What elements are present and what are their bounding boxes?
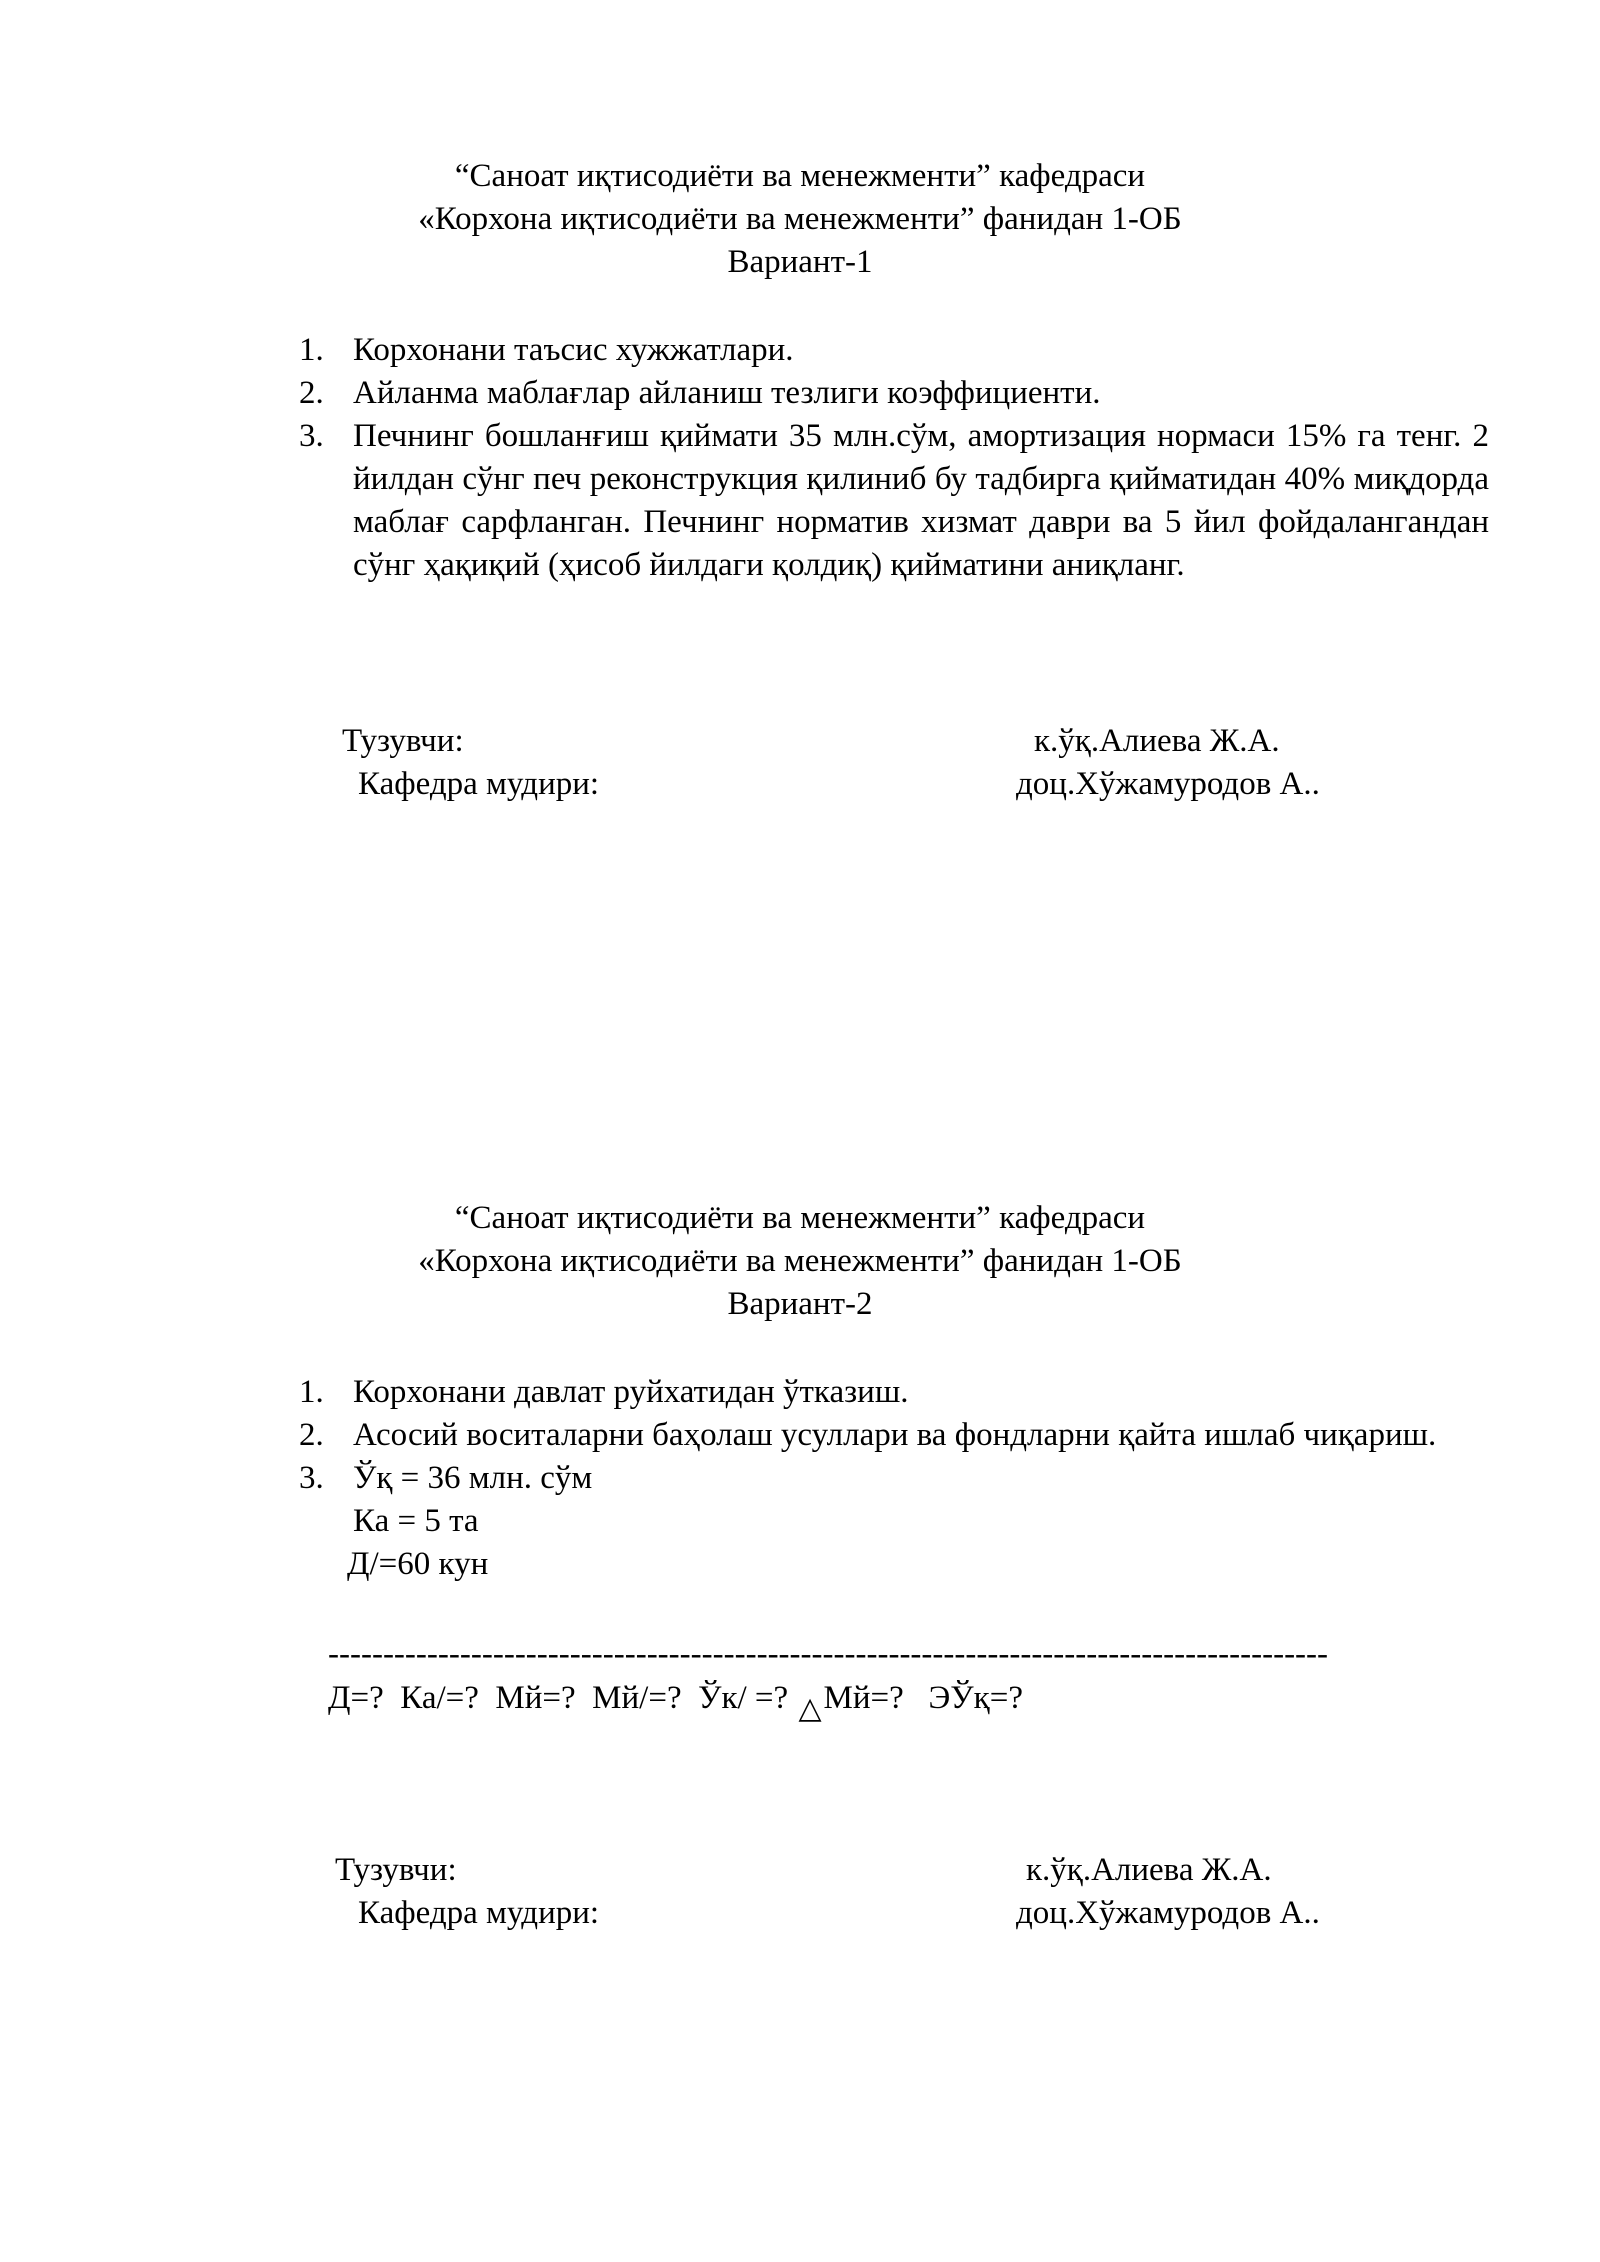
task-text: Асосий воситаларни баҳолаш усуллари ва фондларни қайта ишлаб чиқариш.: [353, 1417, 1437, 1453]
task-list: [299, 1371, 1489, 1586]
task-number: 2.: [299, 375, 324, 411]
subject-title: «Корхона иқтисодиёти ва менежменти” фанидан 1-ОБ: [418, 201, 1182, 237]
head-of-department-name: доц.Хўжамуродов А..: [1016, 766, 1320, 802]
task-number: 3.: [299, 1460, 324, 1496]
given-value-duration: Д/=60 кун: [347, 1546, 489, 1582]
task-item: [299, 415, 1489, 587]
variant-title: Вариант-1: [727, 244, 873, 280]
subject-title: «Корхона иқтисодиёти ва менежменти” фанидан 1-ОБ: [418, 1243, 1182, 1279]
task-number: 3.: [299, 418, 324, 454]
compiler-label: Тузувчи:: [342, 723, 464, 759]
separator-line: -------------------------------------------------------------------------------------------: [328, 1636, 1329, 1672]
head-of-department-label: Кафедра мудири:: [358, 766, 600, 802]
task-text: Корхонани давлат руйхатидан ўтказиш.: [353, 1374, 909, 1410]
compiler-name: к.ўқ.Алиева Ж.А.: [1026, 1852, 1272, 1888]
task-item: [299, 1414, 1489, 1457]
task-item: [299, 372, 1489, 415]
delta-icon: △: [798, 1692, 822, 1725]
task-text: Айланма маблағлар айланиш тезлиги коэффициенти.: [353, 375, 1101, 411]
variant-1-ticket: [0, 155, 1600, 802]
given-value-residual: Ўқ = 36 млн. сўм: [353, 1460, 593, 1496]
task-item: [299, 329, 1489, 372]
department-title: “Саноат иқтисодиёти ва менежменти” кафедраси: [454, 1200, 1146, 1236]
head-of-department-label: Кафедра мудири:: [358, 1895, 600, 1931]
compiler-label: Тузувчи:: [335, 1852, 457, 1888]
task-number: 1.: [299, 1374, 324, 1410]
task-text: Корхонани таъсис хужжатлари.: [353, 332, 794, 368]
variant-title: Вариант-2: [727, 1286, 873, 1322]
task-number: 1.: [299, 332, 324, 368]
task-number: 2.: [299, 1417, 324, 1453]
task-text: Печнинг бошланғиш қиймати 35 млн.сўм, амортизация нормаси 15% га тенг. 2 йилдан сўнг печ реконструкция қилиниб бу тадбирга қийматидан 40% миқдорда маблағ сарфланган. Печнинг норматив хизмат даври ва 5 йил фойдалангандан сўнг ҳақиқий (ҳисоб йилдаги қолдиқ) қийматини аниқланг.: [353, 418, 1489, 583]
task-item: [299, 1371, 1489, 1414]
unknowns-line: [328, 1677, 1023, 1725]
unknowns-part-2: Мй=? ЭЎқ=?: [823, 1680, 1023, 1716]
unknowns-part-1: Д=? Ка/=? Мй=? Мй/=? Ўк/ =?: [328, 1680, 789, 1716]
head-of-department-name: доц.Хўжамуродов А..: [1016, 1895, 1320, 1931]
task-item: [299, 1457, 1489, 1586]
given-value-turnover: Ка = 5 та: [353, 1503, 479, 1539]
department-title: “Саноат иқтисодиёти ва менежменти” кафедраси: [454, 158, 1146, 194]
compiler-name: к.ўқ.Алиева Ж.А.: [1034, 723, 1280, 759]
task-list: [299, 329, 1489, 587]
variant-2-ticket: [0, 1197, 1600, 1931]
